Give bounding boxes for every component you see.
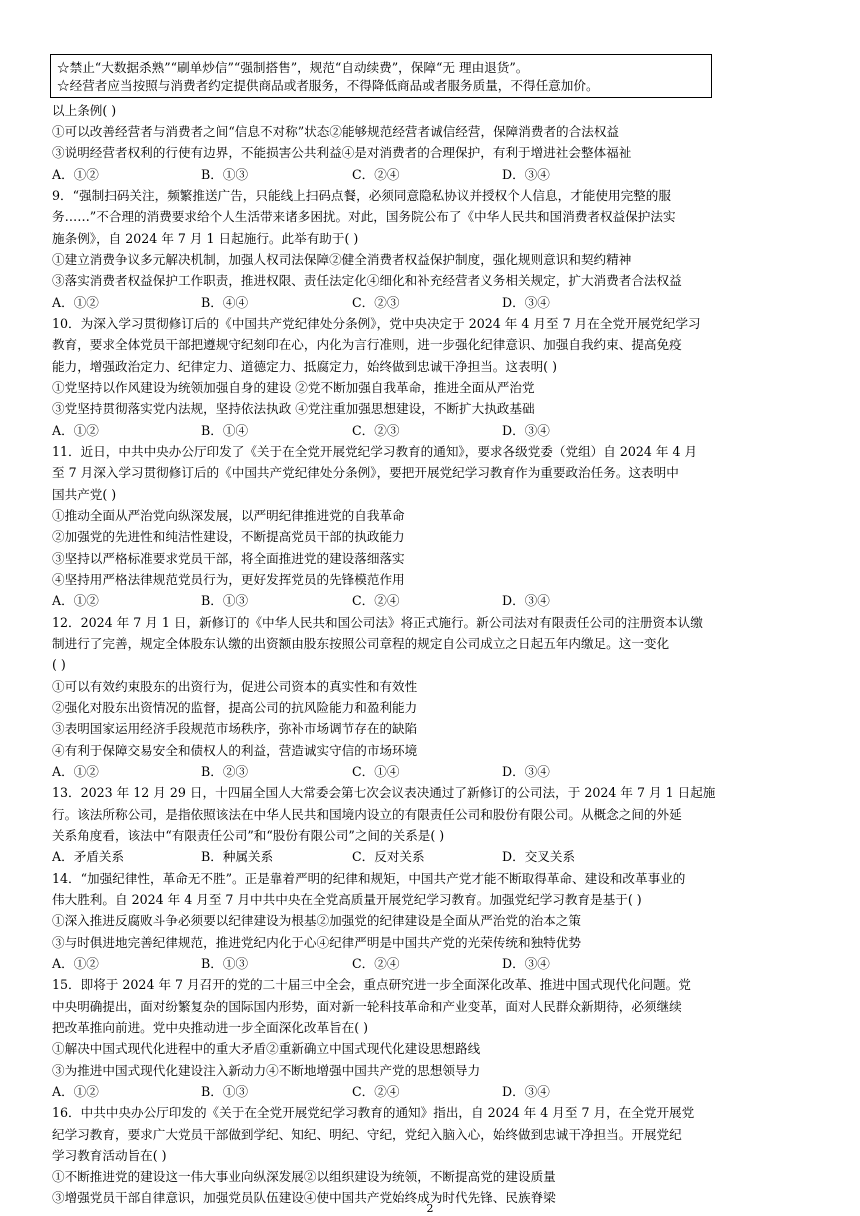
q14-statement: ①深入推进反腐败斗争必须要以纪律建设为根基②加强党的纪律建设是全面从严治党的治本之策 [52,913,581,928]
option-c[interactable]: C．②④ [352,167,400,182]
q16-statement: ①不断推进党的建设这一伟大事业向纵深发展②以组织建设为统领，不断提高党的建设质量 [52,1169,556,1184]
option-c[interactable]: C．反对关系 [352,849,425,864]
q11-stem: 国共产党( ) [52,487,117,502]
q10-statement: ①党坚持以作风建设为统领加强自身的建设 ②党不断加强自我革命，推进全面从严治党 [52,380,535,395]
q16-stem: 纪学习教育，要求广大党员干部做到学纪、知纪、明纪、守纪，党纪入脑入心，始终做到忠诚干净担当。开展党纪 [52,1127,682,1142]
option-a[interactable]: A．矛盾关系 [52,849,125,864]
option-a[interactable]: A．①② [52,1084,99,1099]
q15-stem: 把改革推向前进。党中央推动进一步全面深化改革旨在( ) [52,1020,369,1035]
q14-statement: ③与时俱进地完善纪律规范，推进党纪内化于心④纪律严明是中国共产党的光荣传统和独特优势 [52,935,581,950]
option-b[interactable]: B．①③ [201,956,249,971]
option-a[interactable]: A．①② [52,764,99,779]
q11-statement: ④坚持用严格法律规范党员行为，更好发挥党员的先锋模范作用 [52,572,405,587]
q11-statement: ①推动全面从严治党向纵深发展，以严明纪律推进党的自我革命 [52,508,405,523]
option-d[interactable]: D．③④ [502,764,550,779]
q10-stem: 能力，增强政治定力、纪律定力、道德定力、抵腐定力，始终做到忠诚干净担当。这表明( ) [52,359,557,374]
option-d[interactable]: D．③④ [502,295,550,310]
q9-statement: ③落实消费者权益保护工作职责，推进权限、责任法定化④细化和补充经营者义务相关规定，扩大消费者合法权益 [52,273,682,288]
option-a[interactable]: A．①② [52,423,99,438]
q12-statement: ②强化对股东出资情况的监督，提高公司的抗风险能力和盈利能力 [52,700,418,715]
q12-stem: 制进行了完善，规定全体股东认缴的出资额由股东按照公司章程的规定自公司成立之日起五年内缴足。这一变化 [52,636,670,651]
regulation-box [50,54,712,98]
q16-stem: 学习教育活动旨在( ) [52,1148,167,1163]
page-number: 2 [426,1202,434,1215]
q8-stem: 以上条例( ) [52,103,117,118]
option-b[interactable]: B．①④ [201,423,249,438]
option-b[interactable]: B．种属关系 [201,849,274,864]
q11-stem: 至 7 月深入学习贯彻修订后的《中国共产党纪律处分条例》，要把开展党纪学习教育作为重要政治任务。这表明中 [52,465,679,480]
option-c[interactable]: C．②③ [352,295,400,310]
q15-statement: ③为推进中国式现代化建设注入新动力④不断地增强中国共产党的思想领导力 [52,1063,481,1078]
q14-stem: 14．“加强纪律性，革命无不胜”。正是靠着严明的纪律和规矩，中国共产党才能不断取得革命、建设和改革事业的 [52,871,686,886]
option-a[interactable]: A．①② [52,956,99,971]
regulation-line: ☆禁止“大数据杀熟”“刷单炒信”“强制搭售”，规范“自动续费”，保障“无 理由退货”。 [57,60,529,75]
q9-stem: 9．“强制扫码关注，频繁推送广告，只能线上扫码点餐，必须同意隐私协议并授权个人信息，才能使用完整的服 [52,188,671,203]
option-c[interactable]: C．②③ [352,423,400,438]
option-c[interactable]: C．②④ [352,593,400,608]
q11-stem: 11．近日，中共中央办公厅印发了《关于在全党开展党纪学习教育的通知》，要求各级党委（党组）自 2024 年 4 月 [52,444,698,459]
option-d[interactable]: D．交叉关系 [502,849,576,864]
option-a[interactable]: A．①② [52,295,99,310]
q12-stem: ( ) [52,657,66,672]
option-b[interactable]: B．①③ [201,1084,249,1099]
option-c[interactable]: C．②④ [352,1084,400,1099]
q13-stem: 13．2023 年 12 月 29 日，十四届全国人大常委会第七次会议表决通过了新修订的公司法，于 2024 年 7 月 1 日起施 [52,785,716,800]
regulation-line: ☆经营者应当按照与消费者约定提供商品或者服务，不得降低商品或者服务质量，不得任意加价。 [57,78,599,93]
option-a[interactable]: A．①② [52,593,99,608]
q10-stem: 教育，要求全体党员干部把遵规守纪刻印在心，内化为言行准则，进一步强化纪律意识、加强自我约束、提高免疫 [52,337,682,352]
option-d[interactable]: D．③④ [502,423,550,438]
q15-stem: 15．即将于 2024 年 7 月召开的党的二十届三中全会，重点研究进一步全面深化改革、推进中国式现代化问题。党 [52,977,691,992]
q12-statement: ①可以有效约束股东的出资行为，促进公司资本的真实性和有效性 [52,679,418,694]
option-d[interactable]: D．③④ [502,593,550,608]
option-d[interactable]: D．③④ [502,167,550,182]
q10-stem: 10．为深入学习贯彻修订后的《中国共产党纪律处分条例》，党中央决定于 2024 年 4 月至 7 月在全党开展党纪学习 [52,316,701,331]
q9-stem: 施条例》，自 2024 年 7 月 1 日起施行。此举有助于( ) [52,231,359,246]
option-b[interactable]: B．②③ [201,764,249,779]
q12-statement: ④有利于保障交易安全和债权人的利益，营造诚实守信的市场环境 [52,743,418,758]
q8-statement: ①可以改善经营者与消费者之间“信息不对称”状态②能够规范经营者诚信经营，保障消费者的合法权益 [52,124,620,139]
q15-statement: ①解决中国式现代化进程中的重大矛盾②重新确立中国式现代化建设思想路线 [52,1041,481,1056]
q8-statement: ③说明经营者权利的行使有边界，不能损害公共利益④是对消费者的合理保护，有利于增进社会整体福祉 [52,145,632,160]
option-c[interactable]: C．②④ [352,956,400,971]
option-b[interactable]: B．④④ [201,295,249,310]
option-d[interactable]: D．③④ [502,956,550,971]
q11-statement: ②加强党的先进性和纯洁性建设，不断提高党员干部的执政能力 [52,529,405,544]
q13-stem: 关系角度看，该法中“有限责任公司”和“股份有限公司”之间的关系是( ) [52,828,445,843]
q11-statement: ③坚持以严格标准要求党员干部，将全面推进党的建设落细落实 [52,551,405,566]
q10-statement: ③党坚持贯彻落实党内法规，坚持依法执政 ④党注重加强思想建设，不断扩大执政基础 [52,401,535,416]
option-a[interactable]: A．①② [52,167,99,182]
q15-stem: 中央明确提出，面对纷繁复杂的国际国内形势，面对新一轮科技革命和产业变革，面对人民群众新期待，必须继续 [52,999,682,1014]
q13-stem: 行。该法所称公司，是指依照该法在中华人民共和国境内设立的有限责任公司和股份有限公司。从概念之间的外延 [52,807,682,822]
q16-stem: 16．中共中央办公厅印发的《关于在全党开展党纪学习教育的通知》指出，自 2024 年 4 月至 7 月，在全党开展党 [52,1105,695,1120]
q9-statement: ①建立消费争议多元解决机制，加强人权司法保障②健全消费者权益保护制度，强化规则意识和契约精神 [52,252,632,267]
q16-statement: ③增强党员干部自律意识，加强党员队伍建设④使中国共产党始终成为时代先锋、民族脊梁 [52,1190,556,1205]
q12-stem: 12．2024 年 7 月 1 日，新修订的《中华人民共和国公司法》将正式施行。新公司法对有限责任公司的注册资本认缴 [52,615,703,630]
option-b[interactable]: B．①③ [201,593,249,608]
option-b[interactable]: B．①③ [201,167,249,182]
q14-stem: 伟大胜利。自 2024 年 4 月至 7 月中共中央在全党高质量开展党纪学习教育。加强党纪学习教育是基于( ) [52,892,642,907]
q12-statement: ③表明国家运用经济手段规范市场秩序，弥补市场调节存在的缺陷 [52,721,418,736]
option-d[interactable]: D．③④ [502,1084,550,1099]
option-c[interactable]: C．①④ [352,764,400,779]
q9-stem: 务……”不合理的消费要求给个人生活带来诸多困扰。对此，国务院公布了《中华人民共和国消费者权益保护法实 [52,209,676,224]
